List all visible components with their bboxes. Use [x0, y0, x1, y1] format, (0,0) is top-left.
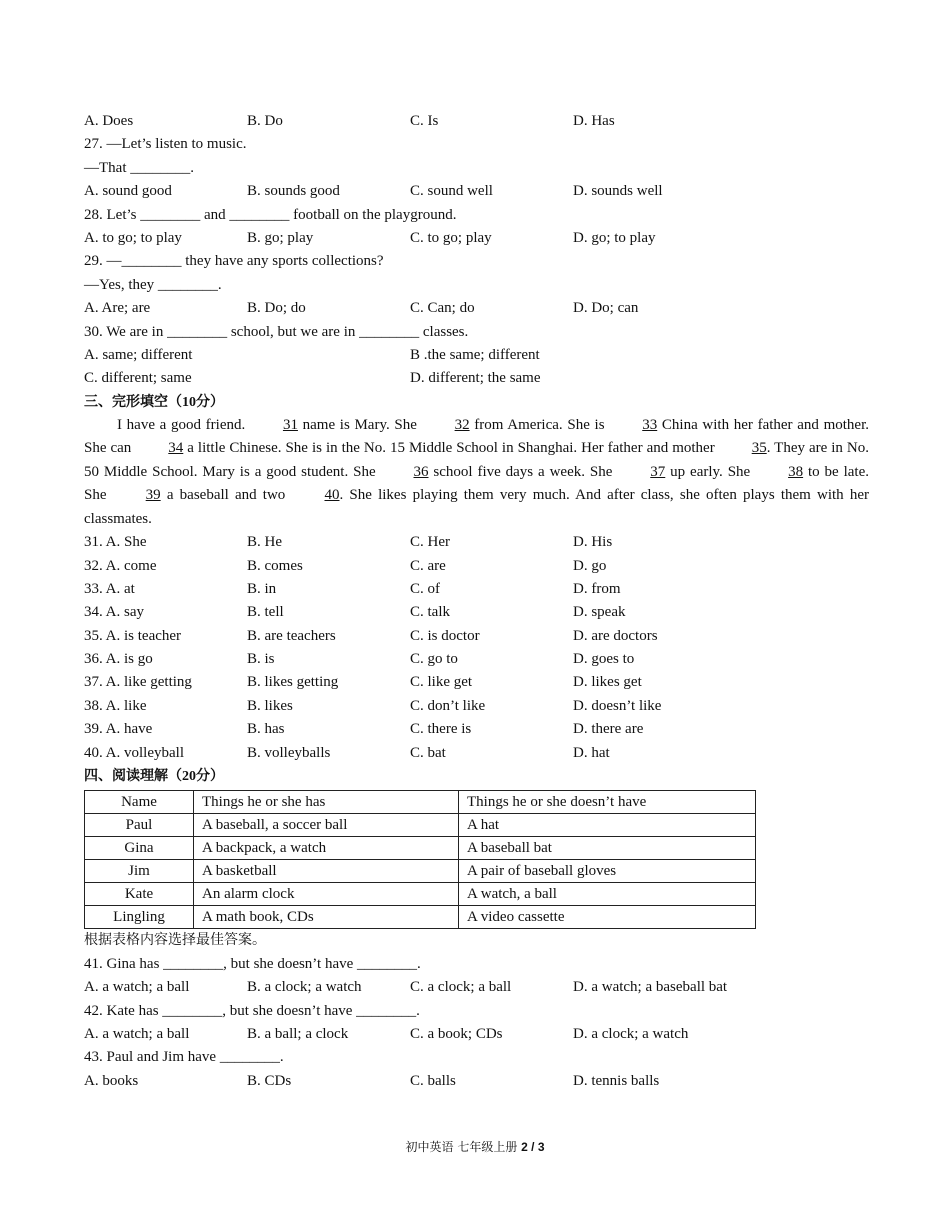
- blank-33: 33: [642, 417, 658, 434]
- option: 31. A. She: [84, 534, 147, 551]
- section-title: 四、阅读理解（: [84, 768, 182, 785]
- table-cell: Paul: [85, 814, 194, 837]
- q42-options: [84, 1023, 869, 1046]
- option: B. likes getting: [247, 674, 339, 691]
- page-footer: [0, 1138, 950, 1155]
- cloze-row-33: [84, 578, 869, 601]
- q28-stem: 28. Let’s ________ and ________ football on the playground.: [84, 206, 457, 223]
- cloze-row-38: [84, 695, 869, 718]
- option: 37. A. like getting: [84, 674, 192, 691]
- option: A. books: [84, 1072, 139, 1089]
- passage-text: up early. She: [665, 463, 756, 480]
- option: 33. A. at: [84, 580, 135, 597]
- option: B. a clock; a watch: [247, 979, 362, 996]
- section-score: 10: [182, 394, 196, 410]
- table-row: [85, 814, 756, 837]
- option: C. talk: [410, 604, 450, 621]
- table-cell: A backpack, a watch: [194, 837, 459, 860]
- option: D. Has: [573, 113, 615, 129]
- passage-text: a little Chinese. She is in the No. 15 Middle School in Shanghai. Her father and mother: [183, 440, 719, 457]
- cloze-options: [84, 531, 869, 765]
- q43-stem: 43. Paul and Jim have ________.: [84, 1049, 284, 1066]
- option: C. Is: [410, 113, 439, 129]
- section-suffix: 分）: [196, 393, 224, 410]
- section-title: 三、完形填空（: [84, 393, 182, 410]
- table-cell: A basketball: [194, 860, 459, 883]
- option: D. goes to: [573, 651, 635, 668]
- option: B. Do; do: [247, 300, 306, 317]
- option: A. a watch; a ball: [84, 979, 190, 996]
- option: C. there is: [410, 721, 472, 738]
- table-cell: An alarm clock: [194, 883, 459, 906]
- table-cell: Gina: [85, 837, 194, 860]
- q42-stem: 42. Kate has ________, but she doesn’t have ________.: [84, 1002, 420, 1019]
- option: D. a watch; a baseball bat: [573, 979, 728, 996]
- option: C. go to: [410, 651, 458, 668]
- section-3-heading: [84, 391, 869, 414]
- q41-options: [84, 976, 869, 999]
- option: B. sounds good: [247, 183, 340, 200]
- option: C. is doctor: [410, 627, 480, 644]
- option: 36. A. is go: [84, 651, 153, 668]
- option: B. comes: [247, 557, 303, 574]
- option: D. speak: [573, 604, 626, 621]
- passage-text: . She likes playing them very much. And after class, she often plays them with her classmates.: [84, 487, 869, 527]
- cloze-row-37: [84, 671, 869, 694]
- option: B. CDs: [247, 1072, 292, 1089]
- option: B. are teachers: [247, 627, 336, 644]
- option: D. from: [573, 580, 621, 597]
- option: B. a ball; a clock: [247, 1025, 349, 1042]
- q30-options-row1: [84, 344, 869, 367]
- option: D. are doctors: [573, 627, 658, 644]
- q27-options: [84, 180, 869, 203]
- option: C. like get: [410, 674, 473, 691]
- section-suffix: 分）: [196, 768, 224, 785]
- blank-39: 39: [145, 487, 161, 504]
- option: C. a clock; a ball: [410, 979, 512, 996]
- section-4-heading: [84, 765, 869, 788]
- q29-options: [84, 297, 869, 320]
- q26-options: [84, 110, 869, 133]
- option: D. sounds well: [573, 183, 663, 200]
- cloze-row-31: [84, 531, 869, 554]
- option: A. a watch; a ball: [84, 1025, 190, 1042]
- cloze-row-40: [84, 742, 869, 765]
- option: C. sound well: [410, 183, 493, 200]
- option: 40. A. volleyball: [84, 744, 184, 761]
- table-cell: A baseball, a soccer ball: [194, 814, 459, 837]
- table-cell: A hat: [459, 814, 756, 837]
- option: D. Do; can: [573, 300, 639, 317]
- option: C. don’t like: [410, 697, 486, 714]
- table-header: Things he or she has: [194, 791, 459, 814]
- option: B. is: [247, 651, 275, 668]
- option: 38. A. like: [84, 697, 147, 714]
- passage-text: name is Mary. She: [297, 417, 422, 434]
- passage-text: a baseball and two: [160, 487, 292, 504]
- table-header-row: [85, 791, 756, 814]
- cloze-row-34: [84, 601, 869, 624]
- q30-stem: 30. We are in ________ school, but we are in ________ classes.: [84, 323, 469, 340]
- option: C. Can; do: [410, 300, 475, 317]
- q29-stem: 29. —________ they have any sports collections?: [84, 253, 384, 270]
- option: B. go; play: [247, 229, 314, 246]
- option: B .the same; different: [410, 346, 540, 363]
- table-cell: Jim: [85, 860, 194, 883]
- option: C. balls: [410, 1072, 456, 1089]
- table-cell: A math book, CDs: [194, 906, 459, 929]
- q30-options-row2: [84, 367, 869, 390]
- option: D. His: [573, 534, 613, 551]
- option: 35. A. is teacher: [84, 627, 182, 644]
- footer-text: 初中英语 七年级上册: [405, 1140, 522, 1154]
- q27-stem: 27. —Let’s listen to music.: [84, 136, 247, 153]
- passage-text: I have a good friend.: [117, 417, 250, 434]
- blank-35: 35: [751, 440, 767, 457]
- option: D. a clock; a watch: [573, 1025, 689, 1042]
- option: B. has: [247, 721, 285, 738]
- option: C. to go; play: [410, 229, 492, 246]
- cloze-row-35: [84, 625, 869, 648]
- option: A. to go; to play: [84, 229, 182, 246]
- option: B. tell: [247, 604, 284, 621]
- table-cell: A video cassette: [459, 906, 756, 929]
- page-number: 2 / 3: [521, 1140, 545, 1154]
- option: 34. A. say: [84, 604, 144, 621]
- blank-37: 37: [650, 463, 666, 480]
- option: D. hat: [573, 744, 610, 761]
- option: D. go; to play: [573, 229, 656, 246]
- option: D. likes get: [573, 674, 642, 691]
- q27-answer-line: —That ________.: [84, 159, 194, 176]
- table-row: [85, 837, 756, 860]
- passage-text: from America. She is: [469, 417, 610, 434]
- option: C. are: [410, 557, 446, 574]
- q28-options: [84, 227, 869, 250]
- table-header: Things he or she doesn’t have: [459, 791, 756, 814]
- option: A. Does: [84, 113, 134, 129]
- option: C. a book; CDs: [410, 1025, 503, 1042]
- blank-36: 36: [413, 463, 429, 480]
- passage-text: . They are in No. 50 Middle School. Mary is a good student. She: [84, 440, 869, 480]
- table-cell: Lingling: [85, 906, 194, 929]
- belongings-table: [84, 790, 756, 929]
- q41-stem: 41. Gina has ________, but she doesn’t have ________.: [84, 955, 421, 972]
- option: D. different; the same: [410, 370, 541, 387]
- table-row: [85, 860, 756, 883]
- table-cell: Kate: [85, 883, 194, 906]
- blank-31: 31: [282, 417, 298, 434]
- table-row: [85, 906, 756, 929]
- blank-40: 40: [324, 487, 340, 504]
- passage-text: to be late. She: [84, 463, 869, 504]
- blank-32: 32: [454, 417, 470, 434]
- section-score: 20: [182, 769, 196, 785]
- cloze-row-32: [84, 555, 869, 578]
- option: B. likes: [247, 697, 293, 714]
- option: B. He: [247, 534, 282, 551]
- passage-text: school five days a week. She: [428, 463, 618, 480]
- table-row: [85, 883, 756, 906]
- option: 32. A. come: [84, 557, 157, 574]
- table-cell: A baseball bat: [459, 837, 756, 860]
- table-cell: A pair of baseball gloves: [459, 860, 756, 883]
- option: D. there are: [573, 721, 644, 738]
- table-cell: A watch, a ball: [459, 883, 756, 906]
- option: C. of: [410, 580, 440, 597]
- reading-instruction: 根据表格内容选择最佳答案。: [84, 932, 266, 949]
- option: B. volleyballs: [247, 744, 331, 761]
- option: C. Her: [410, 534, 450, 551]
- option: D. tennis balls: [573, 1072, 660, 1089]
- blank-38: 38: [788, 463, 804, 480]
- option: A. same; different: [84, 346, 193, 363]
- exam-page: [84, 110, 869, 1093]
- blank-34: 34: [168, 440, 184, 457]
- cloze-row-39: [84, 718, 869, 741]
- cloze-passage: [84, 414, 869, 531]
- table-header: Name: [85, 791, 194, 814]
- option: D. doesn’t like: [573, 697, 662, 714]
- option: C. different; same: [84, 370, 192, 387]
- option: C. bat: [410, 744, 446, 761]
- passage-text: China with her father and mother. She can: [84, 417, 869, 457]
- cloze-row-36: [84, 648, 869, 671]
- option: B. in: [247, 580, 277, 597]
- q43-options: [84, 1070, 869, 1093]
- option: 39. A. have: [84, 721, 153, 738]
- option: A. sound good: [84, 183, 172, 200]
- option: A. Are; are: [84, 300, 151, 317]
- option: B. Do: [247, 113, 283, 129]
- option: D. go: [573, 557, 607, 574]
- q29-answer-line: —Yes, they ________.: [84, 276, 222, 293]
